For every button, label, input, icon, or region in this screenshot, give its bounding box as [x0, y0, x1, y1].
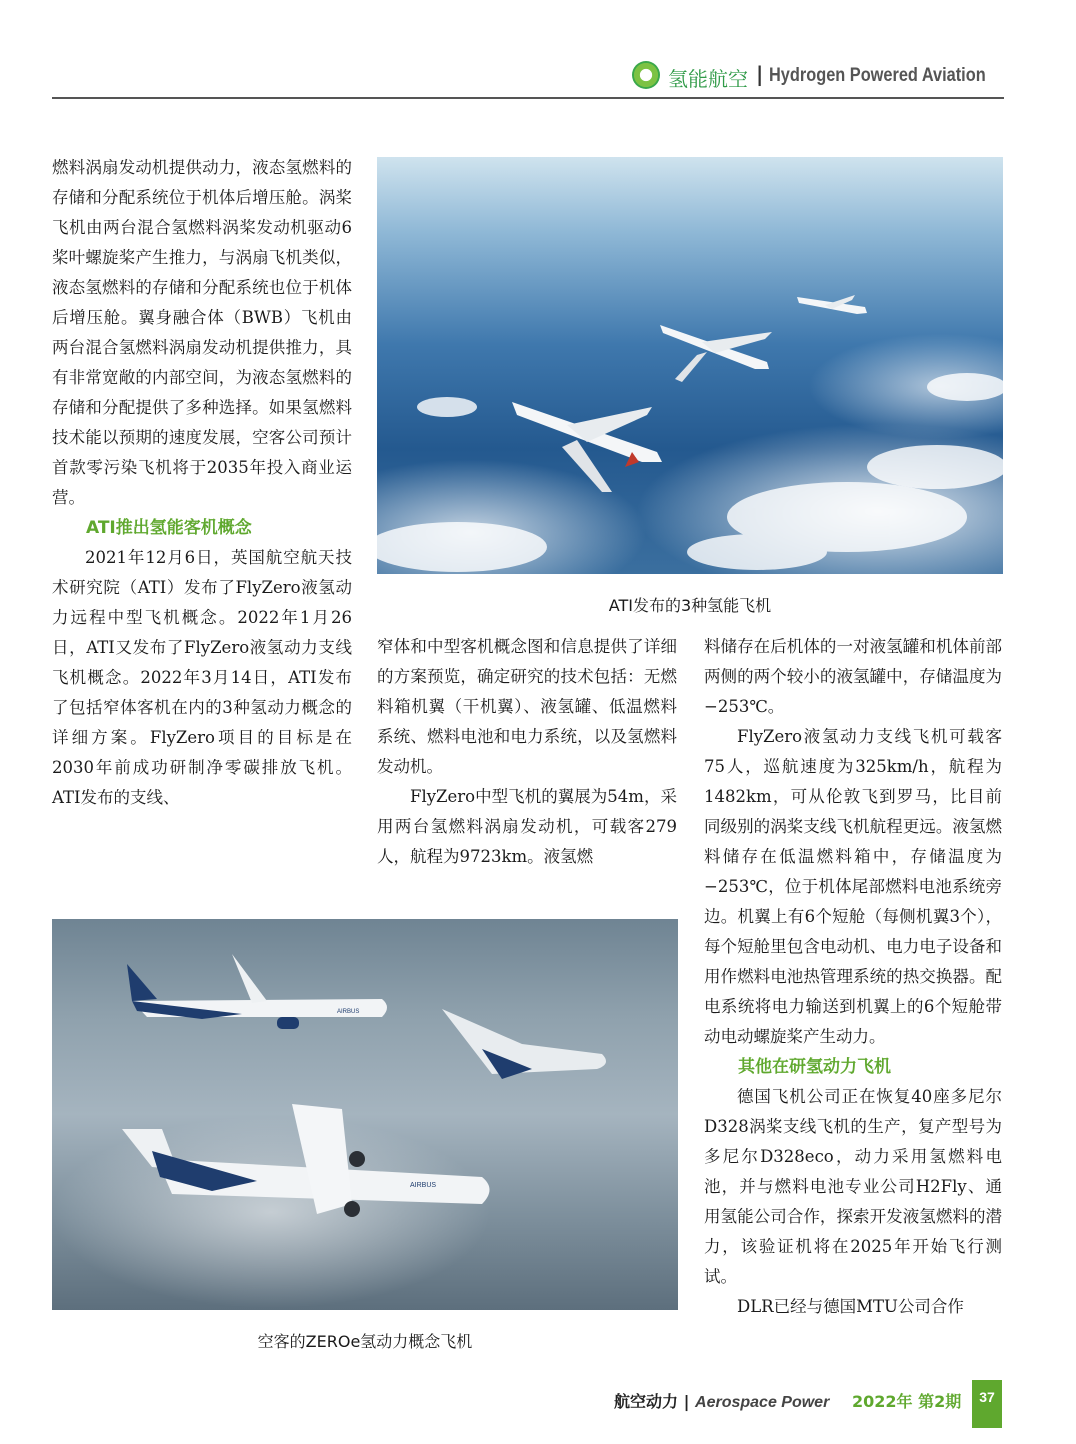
- turbofan-aircraft-icon: [127, 954, 387, 1029]
- page-number: 37: [972, 1380, 1002, 1428]
- left-column: [52, 153, 352, 813]
- footer-journal: [614, 1389, 829, 1412]
- figure-caption-top: ATI发布的3种氢能飞机: [608, 596, 772, 615]
- medium-aircraft-icon: [660, 325, 772, 382]
- bottom-plane-label-1: AIRBUS: [337, 1009, 360, 1015]
- middle-column: [377, 632, 677, 872]
- hydrogen-logo-icon: [632, 61, 660, 89]
- zeroe-aircraft-illustration: [52, 919, 678, 1310]
- ati-aircraft-illustration: [377, 157, 1003, 574]
- right-paragraph-1: 料储存在后机体的一对液氢罐和机体前部两侧的两个较小的液氢罐中，存储温度为−253℃。: [704, 637, 1002, 716]
- header-title-en: Hydrogen Powered Aviation: [769, 65, 986, 86]
- footer-journal-en: Aerospace Power: [695, 1394, 830, 1411]
- header-title-cn: 氢能航空: [668, 67, 748, 91]
- small-aircraft-icon: [797, 295, 867, 314]
- header-separator: |: [756, 62, 764, 86]
- right-column: [704, 632, 1002, 1322]
- left-paragraph-1: 燃料涡扇发动机提供动力，液态氢燃料的存储和分配系统位于机体后增压舱。涡桨飞机由两台混合氢燃料涡桨发动机驱动6桨叶螺旋桨产生推力，与涡扇飞机类似，液态氢燃料的存储和分配系统也位于机体后增压舱。翼身融合体（BWB）飞机由两台混合氢燃料涡扇发动机提供推力，具有非常宽敞的内部空间，为液态氢燃料的存储和分配提供了多种选择。如果氢燃料技术能以预期的速度发展，空客公司预计首款零污染飞机将于2035年投入商业运营。: [52, 158, 352, 507]
- figure-ati-aircraft: [377, 157, 1003, 574]
- turboprop-aircraft-icon: [122, 1104, 490, 1217]
- left-paragraph-2: 2021年12月6日，英国航空航天技术研究院（ATI）发布了FlyZero液氢动力远程中型飞机概念。2022年1月26日，ATI又发布了FlyZero液氢动力支线飞机概念。2022年3月14日，ATI发布了包括窄体客机在内的3种氢动力概念的详细方案。FlyZero项目的目标是在2030年前成功研制净零碳排放飞机。ATI发布的支线、: [52, 548, 352, 807]
- page-header: [52, 55, 1004, 101]
- right-paragraph-3: 德国飞机公司正在恢复40座多尼尔D328涡桨支线飞机的生产，复产型号为多尼尔D328eco，动力采用氢燃料电池，并与燃料电池专业公司H2Fly、通用氢能公司合作，探索开发液氢燃料的潜力，该验证机将在2025年开始飞行测试。: [704, 1087, 1002, 1286]
- section-heading-ati: ATI推出氢能客机概念: [86, 518, 252, 538]
- footer-journal-cn: 航空动力: [614, 1392, 679, 1411]
- right-paragraph-4: DLR已经与德国MTU公司合作: [737, 1297, 964, 1316]
- bwb-aircraft-icon: [442, 1009, 606, 1079]
- section-heading-other: 其他在研氢动力飞机: [738, 1057, 891, 1077]
- footer-issue: 2022年 第2期: [852, 1392, 962, 1411]
- large-aircraft-icon: [512, 402, 662, 492]
- right-paragraph-2: FlyZero液氢动力支线飞机可载客75人，巡航速度为325km/h，航程为1482km，可从伦敦飞到罗马，比目前同级别的涡桨支线飞机航程更远。液氢燃料储存在低温燃料箱中，存储温度为−253℃，位于机体尾部燃料电池系统旁边。机翼上有6个短舱（每侧机翼3个），每个短舱里包含电动机、电力电子设备和用作燃料电池热管理系统的热交换器。配电系统将电力输送到机翼上的6个短舱带动电动螺旋桨产生动力。: [704, 727, 1002, 1046]
- figure-caption-bottom: 空客的ZEROe氢动力概念飞机: [257, 1332, 473, 1351]
- middle-paragraph-1: 窄体和中型客机概念图和信息提供了详细的方案预览，确定研究的技术包括：无燃料箱机翼（干机翼）、液氢罐、低温燃料系统、燃料电池和电力系统，以及氢燃料发动机。: [377, 637, 677, 776]
- figure-zeroe-aircraft: [52, 919, 678, 1310]
- header-divider: [52, 97, 1004, 99]
- middle-paragraph-2: FlyZero中型飞机的翼展为54m，采用两台氢燃料涡扇发动机，可载客279人，航程为9723km。液氢燃: [377, 787, 677, 866]
- footer-journal-separator: |: [683, 1392, 690, 1411]
- bottom-plane-label-2: AIRBUS: [410, 1182, 437, 1189]
